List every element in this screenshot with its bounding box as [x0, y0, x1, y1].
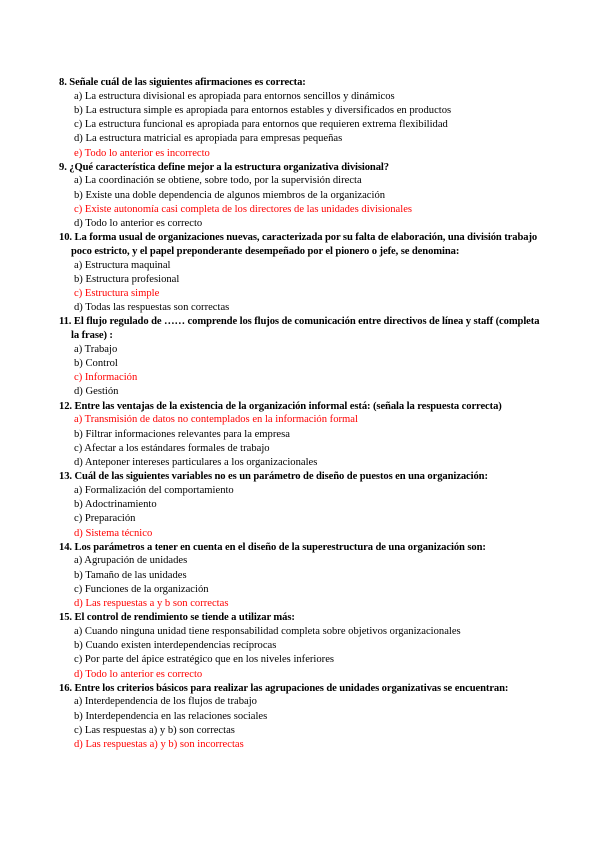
- question-title: 14. Los parámetros a tener en cuenta en el diseño de la superestructura de una organización son:: [59, 541, 486, 553]
- answer-option: a) Formalización del comportamiento: [74, 484, 234, 496]
- answer-option: c) Las respuestas a) y b) son correctas: [74, 724, 235, 736]
- question-title: 12. Entre las ventajas de la existencia de la organización informal está: (señala la respuesta correcta): [59, 400, 502, 412]
- answer-option: b) Interdependencia en las relaciones sociales: [74, 710, 268, 722]
- answer-option: a) Interdependencia de los flujos de trabajo: [74, 696, 257, 708]
- answer-option: d) La estructura matricial es apropiada para empresas pequeñas: [74, 133, 343, 145]
- answer-option: b) La estructura simple es apropiada para entornos estables y diversificados en productos: [74, 104, 452, 116]
- answer-option: c) La estructura funcional es apropiada para entornos que requieren extrema flexibilidad: [74, 119, 448, 131]
- question-title: 9. ¿Qué característica define mejor a la estructura organizativa divisional?: [59, 161, 389, 173]
- answer-option-correct: c) Existe autonomía casi completa de los directores de las unidades divisionales: [74, 203, 413, 215]
- answer-option: a) Agrupación de unidades: [74, 555, 188, 567]
- question-title: 11. El flujo regulado de …… comprende los flujos de comunicación entre directivos de línea y staff (completa la frase) :: [59, 316, 540, 342]
- answer-option: c) Afectar a los estándares formales de trabajo: [74, 442, 270, 454]
- question-block: [0, 315, 600, 399]
- answer-option-correct: c) Información: [74, 372, 138, 384]
- answer-option: b) Existe una doble dependencia de algunos miembros de la organización: [74, 189, 386, 201]
- answer-option-correct: d) Todo lo anterior es correcto: [74, 668, 203, 680]
- question-block: [0, 682, 600, 753]
- question-block: [0, 161, 600, 232]
- answer-option-correct: a) Transmisión de datos no contemplados en la información formal: [74, 414, 358, 426]
- answer-option: b) Estructura profesional: [74, 273, 180, 285]
- answer-option: c) Funciones de la organización: [74, 583, 209, 595]
- answer-option: d) Todas las respuestas son correctas: [74, 302, 230, 314]
- question-block: [0, 400, 600, 471]
- question-list: [0, 76, 600, 752]
- answer-option: c) Preparación: [74, 513, 136, 525]
- answer-option: a) La coordinación se obtiene, sobre todo, por la supervisión directa: [74, 175, 362, 187]
- answer-option: c) Por parte del ápice estratégico que en los niveles inferiores: [74, 654, 335, 666]
- answer-option-correct: e) Todo lo anterior es incorrecto: [74, 147, 210, 159]
- question-block: [0, 541, 600, 612]
- question-block: [0, 76, 600, 161]
- answer-option: d) Todo lo anterior es correcto: [74, 218, 203, 230]
- question-block: [0, 470, 600, 541]
- question-block: [0, 611, 600, 682]
- answer-option: a) Cuando ninguna unidad tiene responsabilidad completa sobre objetivos organizacionales: [74, 625, 461, 637]
- answer-option: b) Adoctrinamiento: [74, 499, 157, 511]
- answer-option: a) Estructura maquinal: [74, 259, 171, 271]
- answer-option: b) Filtrar informaciones relevantes para la empresa: [74, 428, 290, 440]
- question-title: 15. El control de rendimiento se tiende a utilizar más:: [59, 612, 295, 624]
- answer-option: b) Tamaño de las unidades: [74, 569, 187, 581]
- answer-option: d) Gestión: [74, 386, 119, 398]
- answer-option-correct: c) Estructura simple: [74, 288, 160, 300]
- question-title: 8. Señale cuál de las siguientes afirmaciones es correcta:: [59, 77, 306, 88]
- question-title: 10. La forma usual de organizaciones nuevas, caracterizada por su falta de elaboración, una división trabajo poco estricto, y el papel preponderante desempeñado por el pionero o jefe, se denomina:: [59, 232, 538, 257]
- answer-option: d) Anteponer intereses particulares a los organizacionales: [74, 456, 318, 468]
- question-block: [0, 231, 600, 315]
- answer-option: b) Control: [74, 358, 118, 370]
- answer-option-correct: d) Sistema técnico: [74, 527, 153, 539]
- question-title: 13. Cuál de las siguientes variables no es un parámetro de diseño de puestos en una organización:: [59, 471, 488, 483]
- answer-option: a) Trabajo: [74, 343, 118, 355]
- answer-option: b) Cuando existen interdependencias recíprocas: [74, 640, 277, 652]
- answer-option-correct: d) Las respuestas a) y b) son incorrectas: [74, 739, 244, 751]
- question-title: 16. Entre los criterios básicos para realizar las agrupaciones de unidades organizativas se encuentran:: [59, 682, 509, 694]
- answer-option-correct: d) Las respuestas a y b son correctas: [74, 598, 229, 610]
- answer-option: a) La estructura divisional es apropiada para entornos sencillos y dinámicos: [74, 90, 395, 102]
